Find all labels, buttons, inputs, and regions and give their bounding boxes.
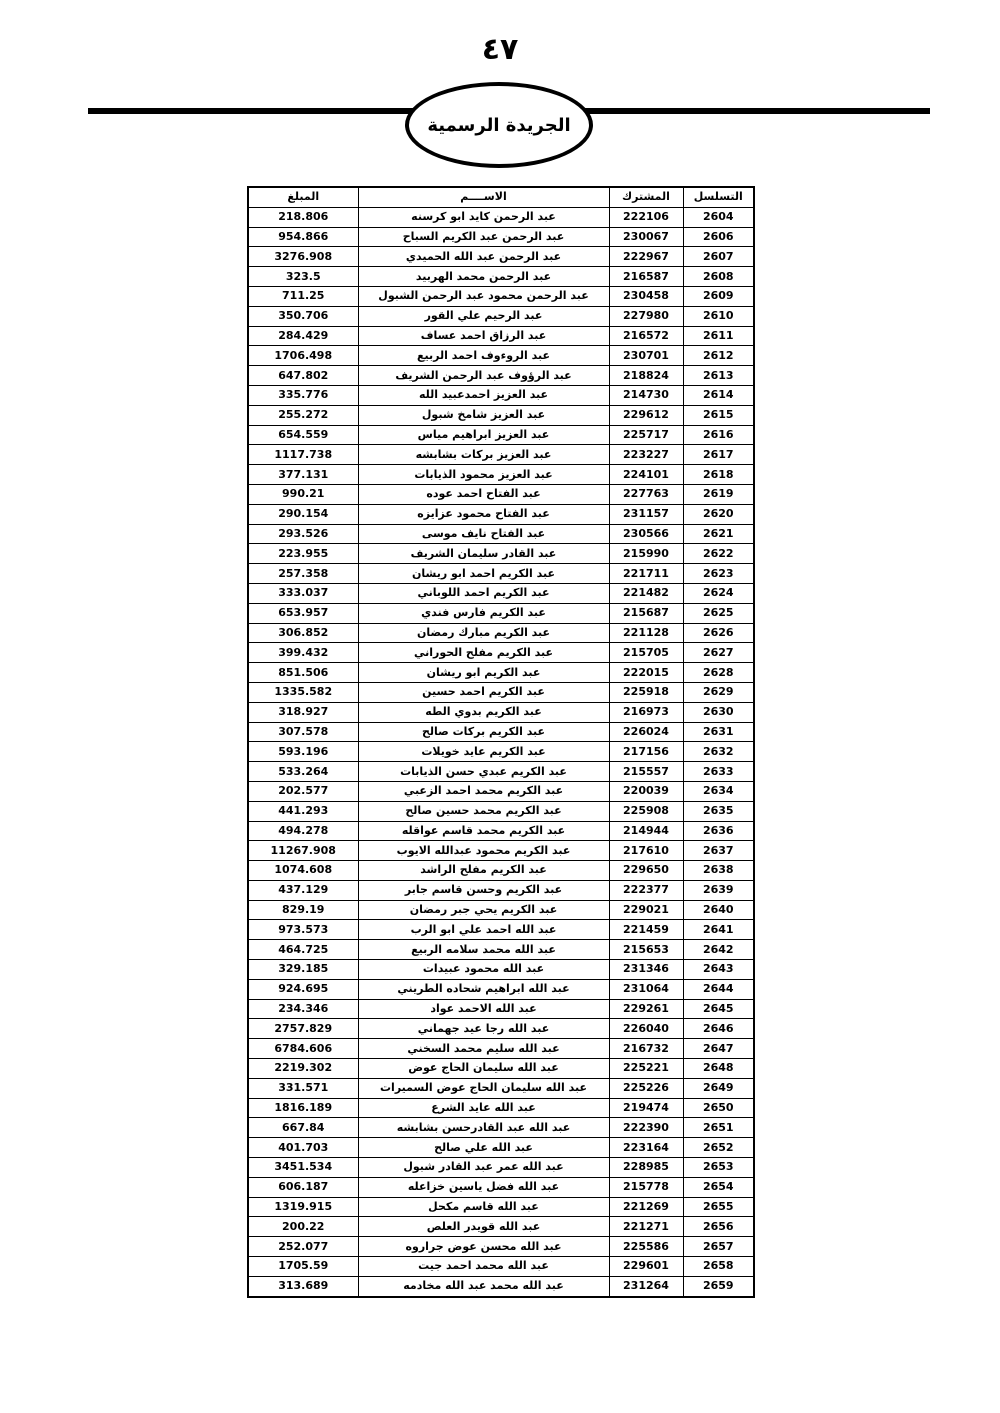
cell-amount: 2757.829 — [248, 1019, 358, 1039]
cell-subscriber: 215990 — [609, 544, 683, 564]
cell-serial: 2640 — [683, 900, 754, 920]
table-row — [248, 1276, 754, 1296]
cell-amount: 284.429 — [248, 326, 358, 346]
table-row — [248, 524, 754, 544]
cell-amount: 329.185 — [248, 960, 358, 980]
cell-name: عبد الكريم بركات صالح — [358, 722, 609, 742]
table-body — [248, 207, 754, 1296]
cell-name: عبد الله عبد القادرحسن بشابشه — [358, 1118, 609, 1138]
cell-amount: 331.571 — [248, 1078, 358, 1098]
cell-subscriber: 231157 — [609, 504, 683, 524]
cell-serial: 2626 — [683, 623, 754, 643]
cell-name: عبد الله محمود عبيدات — [358, 960, 609, 980]
cell-subscriber: 230701 — [609, 346, 683, 366]
masthead-oval — [405, 82, 593, 168]
cell-serial: 2649 — [683, 1078, 754, 1098]
cell-serial: 2623 — [683, 564, 754, 584]
cell-serial: 2633 — [683, 762, 754, 782]
cell-subscriber: 222106 — [609, 207, 683, 227]
cell-amount: 606.187 — [248, 1177, 358, 1197]
cell-subscriber: 222967 — [609, 247, 683, 267]
cell-subscriber: 219474 — [609, 1098, 683, 1118]
cell-name: عبد العزيز بركات بشابشه — [358, 445, 609, 465]
cell-serial: 2620 — [683, 504, 754, 524]
cell-amount: 533.264 — [248, 762, 358, 782]
table-row — [248, 286, 754, 306]
cell-name: عبد الكريم محمد حسين صالح — [358, 801, 609, 821]
cell-subscriber: 222390 — [609, 1118, 683, 1138]
table-row — [248, 1138, 754, 1158]
table-row — [248, 682, 754, 702]
cell-serial: 2631 — [683, 722, 754, 742]
table-row — [248, 583, 754, 603]
cell-serial: 2659 — [683, 1276, 754, 1296]
cell-subscriber: 215778 — [609, 1177, 683, 1197]
cell-serial: 2638 — [683, 861, 754, 881]
cell-amount: 333.037 — [248, 583, 358, 603]
table-row — [248, 504, 754, 524]
cell-serial: 2634 — [683, 781, 754, 801]
cell-serial: 2639 — [683, 880, 754, 900]
cell-serial: 2617 — [683, 445, 754, 465]
cell-amount: 924.695 — [248, 979, 358, 999]
cell-subscriber: 215557 — [609, 762, 683, 782]
cell-amount: 667.84 — [248, 1118, 358, 1138]
table-row — [248, 900, 754, 920]
table-row — [248, 227, 754, 247]
cell-subscriber: 214730 — [609, 385, 683, 405]
table-row — [248, 722, 754, 742]
cell-name: عبد العزيز ابراهيم مياس — [358, 425, 609, 445]
cell-name: عبد الله محسن عوض جراروه — [358, 1237, 609, 1257]
cell-name: عبد الكريم مبارك رمضان — [358, 623, 609, 643]
header-subscriber: المشترك — [609, 187, 683, 207]
cell-name: عبد الله سليمان الحاج عوض — [358, 1059, 609, 1079]
cell-amount: 437.129 — [248, 880, 358, 900]
cell-amount: 313.689 — [248, 1276, 358, 1296]
cell-serial: 2642 — [683, 940, 754, 960]
table-row — [248, 1078, 754, 1098]
cell-amount: 293.526 — [248, 524, 358, 544]
cell-serial: 2636 — [683, 821, 754, 841]
cell-subscriber: 222015 — [609, 663, 683, 683]
table-row — [248, 564, 754, 584]
table-row — [248, 781, 754, 801]
cell-amount: 11267.908 — [248, 841, 358, 861]
cell-amount: 1706.498 — [248, 346, 358, 366]
cell-amount: 377.131 — [248, 465, 358, 485]
cell-amount: 290.154 — [248, 504, 358, 524]
cell-serial: 2635 — [683, 801, 754, 821]
cell-serial: 2627 — [683, 643, 754, 663]
cell-name: عبد الكريم احمد اللوباني — [358, 583, 609, 603]
cell-serial: 2644 — [683, 979, 754, 999]
cell-amount: 335.776 — [248, 385, 358, 405]
cell-serial: 2647 — [683, 1039, 754, 1059]
table-row — [248, 544, 754, 564]
cell-subscriber: 221271 — [609, 1217, 683, 1237]
cell-serial: 2613 — [683, 366, 754, 386]
cell-subscriber: 228985 — [609, 1158, 683, 1178]
cell-amount: 464.725 — [248, 940, 358, 960]
table-row — [248, 346, 754, 366]
cell-subscriber: 231064 — [609, 979, 683, 999]
cell-amount: 653.957 — [248, 603, 358, 623]
table-row — [248, 603, 754, 623]
cell-subscriber: 229021 — [609, 900, 683, 920]
cell-amount: 647.802 — [248, 366, 358, 386]
cell-name: عبد العزيز احمدعبيد الله — [358, 385, 609, 405]
cell-serial: 2645 — [683, 999, 754, 1019]
cell-amount: 2219.302 — [248, 1059, 358, 1079]
table-row — [248, 940, 754, 960]
cell-amount: 829.19 — [248, 900, 358, 920]
cell-name: عبد الكريم محمد احمد الزعبي — [358, 781, 609, 801]
cell-amount: 323.5 — [248, 267, 358, 287]
cell-name: عبد الرؤوف عبد الرحمن الشريف — [358, 366, 609, 386]
cell-serial: 2658 — [683, 1257, 754, 1277]
cell-amount: 200.22 — [248, 1217, 358, 1237]
cell-name: عبد الله عمر عبد القادر شبول — [358, 1158, 609, 1178]
table-row — [248, 1217, 754, 1237]
cell-name: عبد الكريم محمود عبدالله الايوب — [358, 841, 609, 861]
cell-subscriber: 217156 — [609, 742, 683, 762]
cell-amount: 1074.608 — [248, 861, 358, 881]
cell-amount: 252.077 — [248, 1237, 358, 1257]
cell-amount: 3451.534 — [248, 1158, 358, 1178]
cell-serial: 2616 — [683, 425, 754, 445]
cell-name: عبد الله محمد عبد الله مخادمه — [358, 1276, 609, 1296]
cell-serial: 2632 — [683, 742, 754, 762]
table-row — [248, 445, 754, 465]
table-row — [248, 801, 754, 821]
page-number: ٤٧ — [481, 32, 519, 67]
cell-amount: 202.577 — [248, 781, 358, 801]
header-serial: التسلسل — [683, 187, 754, 207]
table-row — [248, 1059, 754, 1079]
cell-name: عبد الكريم مفلح الراشد — [358, 861, 609, 881]
cell-name: عبد الكريم يحي جبر رمضان — [358, 900, 609, 920]
cell-serial: 2629 — [683, 682, 754, 702]
cell-name: عبد الكريم وحسن قاسم جابر — [358, 880, 609, 900]
cell-amount: 234.346 — [248, 999, 358, 1019]
cell-subscriber: 227763 — [609, 484, 683, 504]
cell-amount: 494.278 — [248, 821, 358, 841]
cell-name: عبد العزيز شامخ شبول — [358, 405, 609, 425]
cell-name: عبد العزيز محمود الذيابات — [358, 465, 609, 485]
cell-subscriber: 223227 — [609, 445, 683, 465]
cell-subscriber: 225221 — [609, 1059, 683, 1079]
table-row — [248, 1237, 754, 1257]
table-row — [248, 326, 754, 346]
cell-name: عبد الكريم احمد حسين — [358, 682, 609, 702]
cell-serial: 2653 — [683, 1158, 754, 1178]
cell-amount: 318.927 — [248, 702, 358, 722]
cell-amount: 1319.915 — [248, 1197, 358, 1217]
cell-serial: 2622 — [683, 544, 754, 564]
subscriber-table-container — [247, 186, 753, 1298]
table-row — [248, 1197, 754, 1217]
table-row — [248, 267, 754, 287]
cell-name: عبد الرحمن عبد الله الحميدي — [358, 247, 609, 267]
cell-subscriber: 218824 — [609, 366, 683, 386]
cell-serial: 2610 — [683, 306, 754, 326]
cell-serial: 2628 — [683, 663, 754, 683]
cell-name: عبد الرحمن محمود عبد الرحمن الشبول — [358, 286, 609, 306]
cell-subscriber: 220039 — [609, 781, 683, 801]
cell-name: عبد القادر سليمان الشريف — [358, 544, 609, 564]
table-row — [248, 742, 754, 762]
cell-amount: 255.272 — [248, 405, 358, 425]
cell-name: عبد الله قاسم مكحل — [358, 1197, 609, 1217]
cell-subscriber: 226040 — [609, 1019, 683, 1039]
cell-name: عبد الكريم مفلح الحوراني — [358, 643, 609, 663]
table-row — [248, 366, 754, 386]
cell-serial: 2650 — [683, 1098, 754, 1118]
cell-name: عبد الله قويدر العلص — [358, 1217, 609, 1237]
cell-serial: 2646 — [683, 1019, 754, 1039]
cell-subscriber: 221459 — [609, 920, 683, 940]
cell-subscriber: 222377 — [609, 880, 683, 900]
cell-subscriber: 214944 — [609, 821, 683, 841]
table-row — [248, 880, 754, 900]
cell-name: عبد الله سليم محمد السخني — [358, 1039, 609, 1059]
cell-subscriber: 224101 — [609, 465, 683, 485]
table-row — [248, 1039, 754, 1059]
cell-name: عبد الرحمن محمد الهربيد — [358, 267, 609, 287]
cell-name: عبد الفتاح محمود عزايزه — [358, 504, 609, 524]
cell-amount: 1117.738 — [248, 445, 358, 465]
cell-amount: 593.196 — [248, 742, 358, 762]
cell-name: عبد الرحمن عبد الكريم السباح — [358, 227, 609, 247]
header-name: الاســــم — [358, 187, 609, 207]
cell-amount: 306.852 — [248, 623, 358, 643]
cell-serial: 2648 — [683, 1059, 754, 1079]
cell-name: عبد الفتاح احمد عوده — [358, 484, 609, 504]
cell-amount: 307.578 — [248, 722, 358, 742]
table-row — [248, 1257, 754, 1277]
cell-subscriber: 215653 — [609, 940, 683, 960]
cell-subscriber: 216587 — [609, 267, 683, 287]
cell-name: عبد الله سليمان الحاج عوض السميرات — [358, 1078, 609, 1098]
cell-amount: 851.506 — [248, 663, 358, 683]
cell-name: عبد الله محمد احمد جيت — [358, 1257, 609, 1277]
cell-subscriber: 216572 — [609, 326, 683, 346]
cell-name: عبد الروءوف احمد الربيع — [358, 346, 609, 366]
cell-subscriber: 230067 — [609, 227, 683, 247]
cell-serial: 2614 — [683, 385, 754, 405]
cell-amount: 6784.606 — [248, 1039, 358, 1059]
cell-subscriber: 229650 — [609, 861, 683, 881]
cell-name: عبد الكريم احمد ابو ريشان — [358, 564, 609, 584]
table-row — [248, 821, 754, 841]
cell-name: عبد الرحمن كايد ابو كرسنه — [358, 207, 609, 227]
cell-subscriber: 226024 — [609, 722, 683, 742]
cell-amount: 401.703 — [248, 1138, 358, 1158]
cell-subscriber: 221482 — [609, 583, 683, 603]
table-row — [248, 405, 754, 425]
cell-amount: 223.955 — [248, 544, 358, 564]
table-row — [248, 663, 754, 683]
cell-subscriber: 225918 — [609, 682, 683, 702]
table-row — [248, 841, 754, 861]
cell-serial: 2608 — [683, 267, 754, 287]
table-row — [248, 465, 754, 485]
cell-subscriber: 223164 — [609, 1138, 683, 1158]
cell-amount: 218.806 — [248, 207, 358, 227]
table-row — [248, 920, 754, 940]
cell-name: عبد الرزاق احمد عساف — [358, 326, 609, 346]
cell-serial: 2607 — [683, 247, 754, 267]
table-header-row — [248, 187, 754, 207]
table-row — [248, 425, 754, 445]
cell-subscriber: 215705 — [609, 643, 683, 663]
table-row — [248, 643, 754, 663]
cell-amount: 1816.189 — [248, 1098, 358, 1118]
cell-subscriber: 217610 — [609, 841, 683, 861]
cell-serial: 2651 — [683, 1118, 754, 1138]
cell-name: عبد الكريم عايد خويلات — [358, 742, 609, 762]
cell-amount: 973.573 — [248, 920, 358, 940]
cell-name: عبد الكريم بدوي الطه — [358, 702, 609, 722]
cell-subscriber: 231264 — [609, 1276, 683, 1296]
cell-amount: 711.25 — [248, 286, 358, 306]
table-row — [248, 207, 754, 227]
cell-subscriber: 229261 — [609, 999, 683, 1019]
cell-amount: 1335.582 — [248, 682, 358, 702]
table-row — [248, 999, 754, 1019]
cell-subscriber: 221128 — [609, 623, 683, 643]
cell-name: عبد الله علي صالح — [358, 1138, 609, 1158]
cell-amount: 350.706 — [248, 306, 358, 326]
cell-name: عبد الكريم ابو ريشان — [358, 663, 609, 683]
cell-serial: 2656 — [683, 1217, 754, 1237]
cell-serial: 2618 — [683, 465, 754, 485]
masthead-title: الجريدة الرسمية — [427, 114, 571, 136]
cell-serial: 2625 — [683, 603, 754, 623]
table-row — [248, 623, 754, 643]
cell-amount: 257.358 — [248, 564, 358, 584]
table-row — [248, 484, 754, 504]
cell-name: عبد الله عايد الشرع — [358, 1098, 609, 1118]
cell-name: عبد الكريم عبدي حسن الذيابات — [358, 762, 609, 782]
cell-name: عبد الله فضل ياسين خزاعله — [358, 1177, 609, 1197]
cell-name: عبد الكريم فارس فندي — [358, 603, 609, 623]
cell-serial: 2643 — [683, 960, 754, 980]
cell-serial: 2611 — [683, 326, 754, 346]
cell-name: عبد الرحيم علي القور — [358, 306, 609, 326]
cell-subscriber: 229601 — [609, 1257, 683, 1277]
cell-amount: 1705.59 — [248, 1257, 358, 1277]
cell-amount: 654.559 — [248, 425, 358, 445]
subscriber-table — [247, 186, 755, 1298]
cell-serial: 2641 — [683, 920, 754, 940]
cell-amount: 3276.908 — [248, 247, 358, 267]
cell-amount: 954.866 — [248, 227, 358, 247]
cell-serial: 2652 — [683, 1138, 754, 1158]
cell-serial: 2655 — [683, 1197, 754, 1217]
header-amount: المبلغ — [248, 187, 358, 207]
table-row — [248, 306, 754, 326]
cell-subscriber: 225586 — [609, 1237, 683, 1257]
cell-subscriber: 225717 — [609, 425, 683, 445]
cell-subscriber: 229612 — [609, 405, 683, 425]
cell-subscriber: 230458 — [609, 286, 683, 306]
table-row — [248, 960, 754, 980]
cell-amount: 441.293 — [248, 801, 358, 821]
cell-subscriber: 216973 — [609, 702, 683, 722]
cell-subscriber: 231346 — [609, 960, 683, 980]
table-row — [248, 702, 754, 722]
table-row — [248, 762, 754, 782]
cell-serial: 2637 — [683, 841, 754, 861]
cell-name: عبد الفتاح نايف موسى — [358, 524, 609, 544]
cell-name: عبد الله احمد علي ابو الرب — [358, 920, 609, 940]
cell-subscriber: 215687 — [609, 603, 683, 623]
cell-subscriber: 221711 — [609, 564, 683, 584]
table-row — [248, 979, 754, 999]
cell-serial: 2606 — [683, 227, 754, 247]
cell-name: عبد الله الاحمد عواد — [358, 999, 609, 1019]
cell-amount: 399.432 — [248, 643, 358, 663]
cell-subscriber: 227980 — [609, 306, 683, 326]
cell-name: عبد الله محمد سلامه الربيع — [358, 940, 609, 960]
cell-name: عبد الله رجا عيد جهماني — [358, 1019, 609, 1039]
cell-serial: 2615 — [683, 405, 754, 425]
cell-amount: 990.21 — [248, 484, 358, 504]
cell-subscriber: 221269 — [609, 1197, 683, 1217]
cell-serial: 2609 — [683, 286, 754, 306]
table-row — [248, 385, 754, 405]
cell-name: عبد الكريم محمد قاسم عواقله — [358, 821, 609, 841]
cell-subscriber: 225226 — [609, 1078, 683, 1098]
table-row — [248, 1098, 754, 1118]
cell-serial: 2612 — [683, 346, 754, 366]
table-row — [248, 247, 754, 267]
cell-subscriber: 225908 — [609, 801, 683, 821]
cell-serial: 2619 — [683, 484, 754, 504]
cell-serial: 2630 — [683, 702, 754, 722]
cell-name: عبد الله ابراهيم شحاده الطريني — [358, 979, 609, 999]
cell-serial: 2624 — [683, 583, 754, 603]
cell-subscriber: 230566 — [609, 524, 683, 544]
table-row — [248, 1158, 754, 1178]
table-row — [248, 861, 754, 881]
table-row — [248, 1019, 754, 1039]
table-row — [248, 1177, 754, 1197]
cell-serial: 2621 — [683, 524, 754, 544]
cell-serial: 2654 — [683, 1177, 754, 1197]
cell-serial: 2604 — [683, 207, 754, 227]
table-row — [248, 1118, 754, 1138]
cell-subscriber: 216732 — [609, 1039, 683, 1059]
cell-serial: 2657 — [683, 1237, 754, 1257]
